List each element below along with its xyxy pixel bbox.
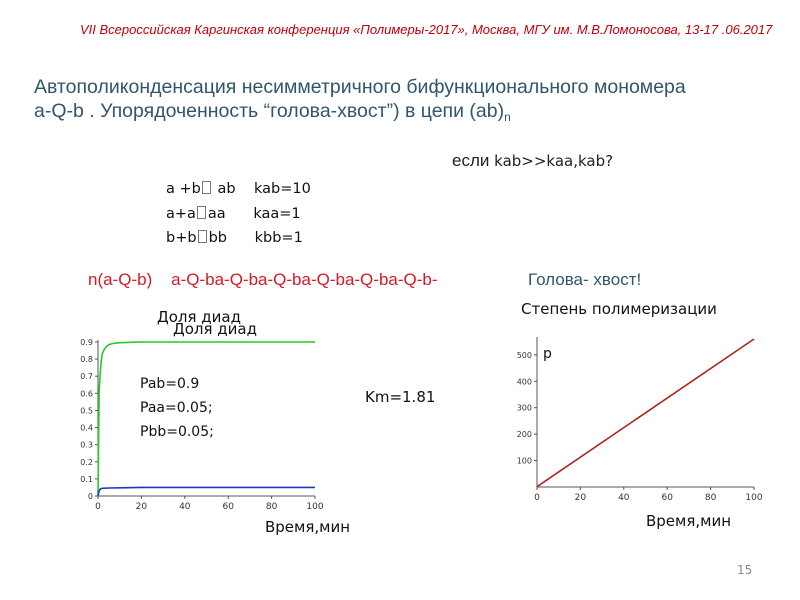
series-line-2 <box>98 487 315 496</box>
y-tick-label: 300 <box>516 403 532 413</box>
x-tick-label: 20 <box>574 493 587 503</box>
x-tick-label: 60 <box>661 493 673 503</box>
reaction-ab <box>166 181 311 197</box>
y-tick-label: 0.8 <box>80 355 93 365</box>
slide-title <box>34 75 794 129</box>
reaction-bb <box>166 230 303 246</box>
reaction-aa-left: a+a <box>166 206 196 222</box>
arrow-placeholder-icon <box>202 181 211 194</box>
x-tick-label: 80 <box>265 502 278 512</box>
y-tick-label: 0.3 <box>80 440 93 450</box>
series-line-1 <box>98 342 315 496</box>
probability-bb: Pbb=0.05; <box>140 424 214 440</box>
reaction-aa-right: aa kaa=1 <box>207 206 301 222</box>
right-chart-title: Степень полимеризации <box>521 300 717 318</box>
reaction-aa <box>166 206 301 222</box>
x-tick-label: 40 <box>179 502 191 512</box>
title-line-1: Автополиконденсация несимметричного бифункционального мономера <box>34 76 686 98</box>
conference-header: VII Всероссийская Каргинская конференция «Полимеры-2017», Москва, МГУ им. М.В.Ломоносова, 13-17 .06.2017 <box>80 22 773 37</box>
title-line-2-text: a-Q-b . Упорядоченность “голова-хвост”) в цепи (ab) <box>34 100 505 122</box>
y-tick-label: 0.4 <box>80 423 93 433</box>
left-chart-series <box>98 342 315 496</box>
reaction-bb-right: bb kbb=1 <box>208 230 303 246</box>
y-tick-label: 100 <box>516 456 532 466</box>
x-tick-label: 100 <box>745 493 763 503</box>
y-tick-label: 0 <box>87 492 93 501</box>
x-tick-label: 0 <box>534 493 540 503</box>
left-chart-title: Доля диад <box>157 308 241 326</box>
series-line-1 <box>537 339 754 487</box>
x-tick-label: 20 <box>135 502 148 512</box>
y-tick-label: 0.1 <box>80 474 93 484</box>
y-tick-label: 400 <box>516 377 532 387</box>
right-chart-series <box>537 339 754 487</box>
y-tick-label: 0.9 <box>80 338 93 347</box>
right-chart-axes <box>517 337 763 503</box>
condition-word: если <box>452 151 490 170</box>
right-chart-inner-label: p <box>543 346 552 362</box>
x-tick-label: 0 <box>95 502 101 512</box>
arrow-placeholder-icon <box>197 206 206 219</box>
chain-formula: n(a-Q-b) a-Q-ba-Q-ba-Q-ba-Q-ba-Q-ba-Q-b- <box>88 270 438 289</box>
arrow-placeholder-icon <box>198 230 207 243</box>
y-tick-label: 0.5 <box>80 406 93 416</box>
right-chart-xlabel: Время,мин <box>646 512 732 530</box>
page-number: 15 <box>737 563 753 577</box>
left-chart-xlabel: Время,мин <box>265 518 351 536</box>
x-tick-label: 60 <box>222 502 234 512</box>
condition-text <box>452 151 613 171</box>
y-tick-label: 200 <box>516 430 532 440</box>
km-value: Km=1.81 <box>365 388 436 406</box>
chain-note: Голова- хвост! <box>528 270 642 289</box>
x-tick-label: 40 <box>618 493 630 503</box>
polymerization-degree-chart <box>505 335 770 505</box>
reaction-bb-left: b+b <box>166 230 197 246</box>
y-tick-label: 500 <box>516 350 532 360</box>
probability-aa: Paa=0.05; <box>140 400 213 416</box>
x-tick-label: 100 <box>306 502 324 512</box>
y-tick-label: 0.6 <box>80 389 93 399</box>
x-tick-label: 80 <box>704 493 717 503</box>
left-chart-title-duplicate: Доля диад <box>173 320 257 338</box>
probability-ab: Pab=0.9 <box>140 376 200 392</box>
condition-expression: kab>>kaa,kab? <box>489 152 614 170</box>
title-line-2 <box>34 99 794 129</box>
y-tick-label: 0.7 <box>80 372 93 382</box>
reaction-ab-right: ab kab=10 <box>212 181 311 197</box>
y-tick-label: 0.2 <box>80 457 93 467</box>
title-subscript: n <box>504 110 511 124</box>
reaction-ab-left: a +b <box>166 181 201 197</box>
